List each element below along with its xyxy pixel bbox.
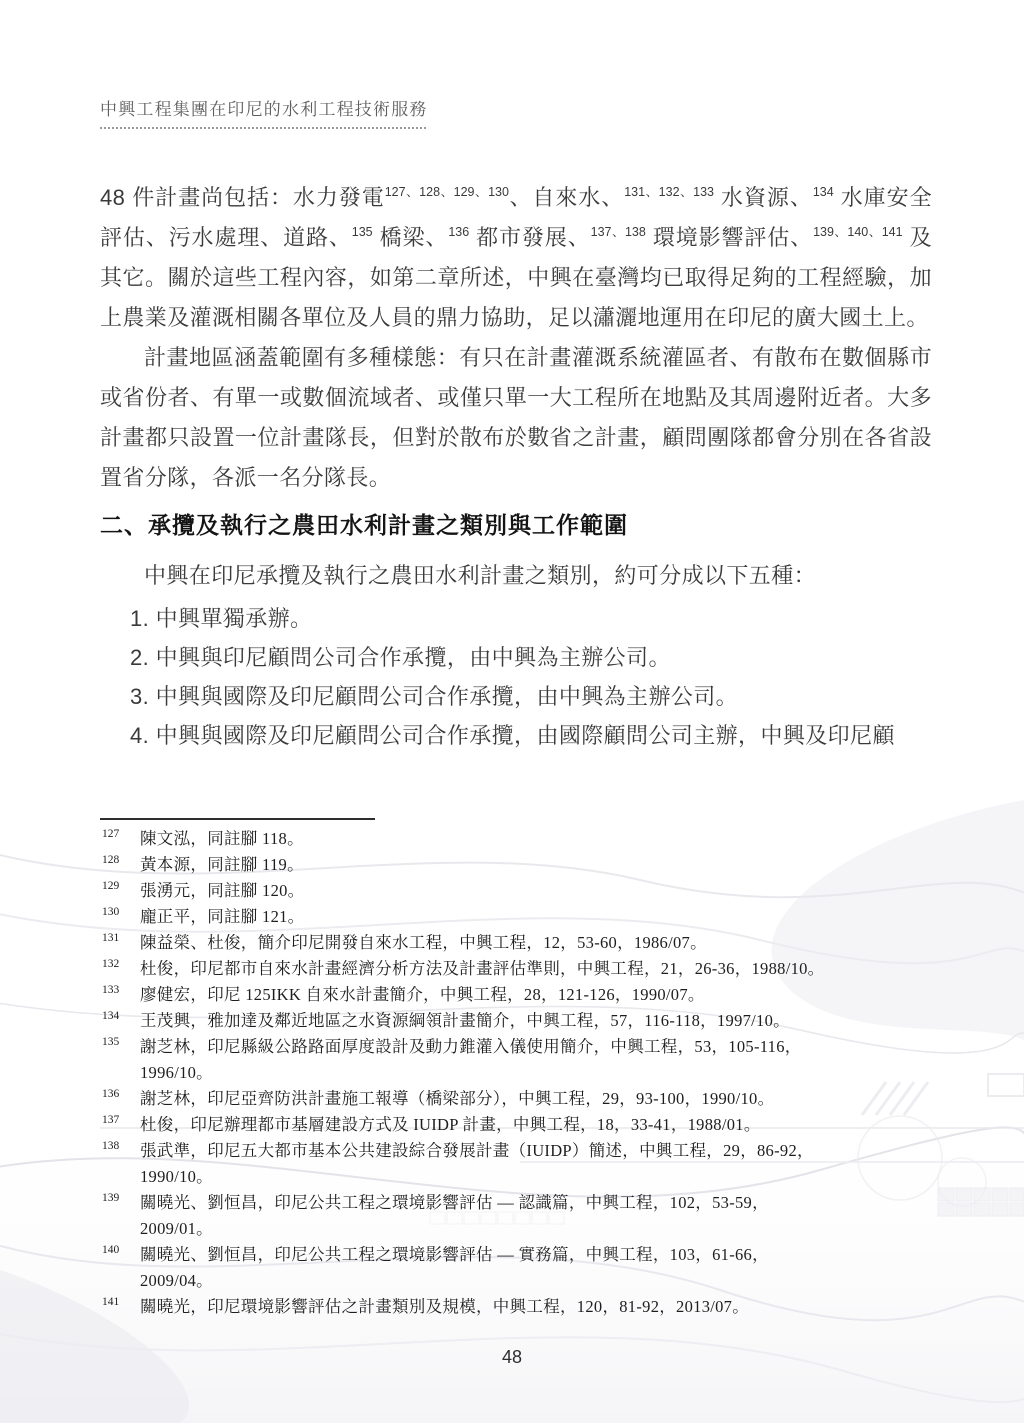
footnote-number: 133: [102, 984, 120, 996]
body-text-run: 、自來水、: [508, 185, 625, 210]
footnote-number: 130: [102, 906, 120, 918]
footnote-text-line: 張武準，印尼五大都市基本公共建設綜合發展計畫（IUIDP）簡述，中興工程，29，86-92，: [140, 1141, 814, 1160]
section-intro: 中興在印尼承攬及執行之農田水利計畫之類別，約可分成以下五種：: [144, 563, 817, 588]
footnote-text-line: 張湧元，同註腳 120。: [140, 881, 305, 900]
footnote-text-line: 謝芝林，印尼亞齊防洪計畫施工報導（橋梁部分），中興工程，29，93-100，1990/10。: [140, 1089, 775, 1108]
footnote-list: [100, 826, 936, 1320]
footnote-text-line: 關曉光、劉恒昌，印尼公共工程之環境影響評估 — 實務篇，中興工程，103，61-66，: [140, 1245, 769, 1264]
footnote: [100, 1138, 936, 1190]
body-text-run: 及其它。關於這些工程內容，如第二章所述，中興在臺灣均已取得足夠的工程經驗，加上農業及灌溉相關各單位及人員的鼎力協助，足以瀟灑地運用在印尼的廣大國土上。: [100, 225, 932, 330]
footnote-number: 139: [102, 1192, 120, 1204]
body-text-run: 水資源、: [713, 185, 813, 210]
paragraph-project-areas: 計畫地區涵蓋範圍有多種樣態：有只在計畫灌溉系統灌區者、有散布在數個縣市或省份者、有單一或數個流域者、或僅只單一大工程所在地點及其周邊附近者。大多計畫都只設置一位計畫隊長，但對於散布於數省之計畫，顧問團隊都會分別在各省設置省分隊，各派一名分隊長。: [100, 345, 932, 490]
footnote: [100, 826, 936, 852]
footnote-number: 136: [102, 1088, 120, 1100]
section-heading: 二、承攬及執行之農田水利計畫之類別與工作範圍: [100, 512, 628, 538]
footnote-number: 129: [102, 880, 120, 892]
footnote-text-line: 王茂興，雅加達及鄰近地區之水資源綱領計畫簡介，中興工程，57，116-118，1997/10。: [140, 1011, 790, 1030]
footnote-number: 132: [102, 958, 120, 970]
footnote-text-line: 龐正平，同註腳 121。: [140, 907, 305, 926]
footnote: [100, 904, 936, 930]
footnote-number: 138: [102, 1140, 120, 1152]
project-type-list: [100, 599, 932, 755]
footnote-text-line: 1996/10。: [140, 1063, 213, 1082]
footnote: [100, 982, 936, 1008]
footnote-text-line: 2009/04。: [140, 1271, 213, 1290]
footnote-ref: 134: [812, 185, 834, 199]
footnote-number: 135: [102, 1036, 120, 1048]
footnote-text-line: 2009/01。: [140, 1219, 213, 1238]
footnote: [100, 956, 936, 982]
body-text-run: 環境影響評估、: [645, 225, 814, 250]
footnote-number: 141: [102, 1296, 120, 1308]
footnote: [100, 878, 936, 904]
footnote-ref: 135: [351, 225, 373, 239]
footnote-text-line: 關曉光，印尼環境影響評估之計畫類別及規模，中興工程，120，81-92，2013/07。: [140, 1297, 750, 1316]
footnote-number: 137: [102, 1114, 120, 1126]
list-item: 4. 中興與國際及印尼顧問公司合作承攬，由國際顧問公司主辦，中興及印尼顧: [130, 723, 895, 748]
footnote-ref: 137、138: [590, 225, 646, 239]
footnote-text-line: 陳文泓，同註腳 118。: [140, 829, 304, 848]
footnote-text-line: 關曉光、劉恒昌，印尼公共工程之環境影響評估 — 認識篇，中興工程，102，53-59，: [140, 1193, 769, 1212]
footnote-ref: 136: [448, 225, 470, 239]
body-text-run: 48 件計畫尚包括：水力發電: [100, 185, 385, 210]
footnote: [100, 1008, 936, 1034]
footnote-ref: 131、132、133: [624, 185, 714, 199]
footnote-text-line: 廖健宏，印尼 125IKK 自來水計畫簡介，中興工程，28，121-126，1990/07。: [140, 985, 705, 1004]
body-text-run: 水庫安全評估、污水處理、道路、: [100, 185, 932, 250]
footnote-number: 127: [102, 828, 120, 840]
footnote: [100, 930, 936, 956]
body-text-run: 都市發展、: [469, 225, 591, 250]
footnote-text-line: 杜俊，印尼都市自來水計畫經濟分析方法及計畫評估準則，中興工程，21，26-36，1988/10。: [140, 959, 825, 978]
footnote-ref: 139、140、141: [813, 225, 903, 239]
footnote-text-line: 杜俊，印尼辦理都市基層建設方式及 IUIDP 計畫，中興工程，18，33-41，1988/01。: [140, 1115, 761, 1134]
footnote: [100, 1034, 936, 1086]
list-item: 3. 中興與國際及印尼顧問公司合作承攬，由中興為主辦公司。: [130, 684, 739, 709]
footnote: [100, 1086, 936, 1112]
footnote-text-line: 1990/10。: [140, 1167, 213, 1186]
body-text-run: 橋梁、: [372, 225, 449, 250]
paragraph-projects-overview: [100, 178, 932, 338]
footnote-text-line: 謝芝林，印尼縣級公路路面厚度設計及動力錐灌入儀使用簡介，中興工程，53，105-116，: [140, 1037, 802, 1056]
list-item: 2. 中興與印尼顧問公司合作承攬，由中興為主辦公司。: [130, 645, 671, 670]
footnote-text-line: 陳益榮、杜俊，簡介印尼開發自來水工程，中興工程，12，53-60，1986/07。: [140, 933, 707, 952]
footnote-number: 134: [102, 1010, 120, 1022]
footnote-text-line: 黃本源，同註腳 119。: [140, 855, 304, 874]
footnote-number: 140: [102, 1244, 120, 1256]
footnote: [100, 1112, 936, 1138]
page-number: 48: [501, 1347, 523, 1367]
footnote: [100, 852, 936, 878]
footnote-separator: [100, 818, 375, 820]
footnote: [100, 1190, 936, 1242]
footnote: [100, 1242, 936, 1294]
footnote-number: 131: [102, 932, 120, 944]
footnote: [100, 1294, 936, 1320]
footnote-number: 128: [102, 854, 120, 866]
running-header: 中興工程集團在印尼的水利工程技術服務: [100, 95, 426, 129]
footnote-ref: 127、128、129、130: [384, 185, 509, 199]
list-item: 1. 中興單獨承辦。: [130, 606, 313, 631]
